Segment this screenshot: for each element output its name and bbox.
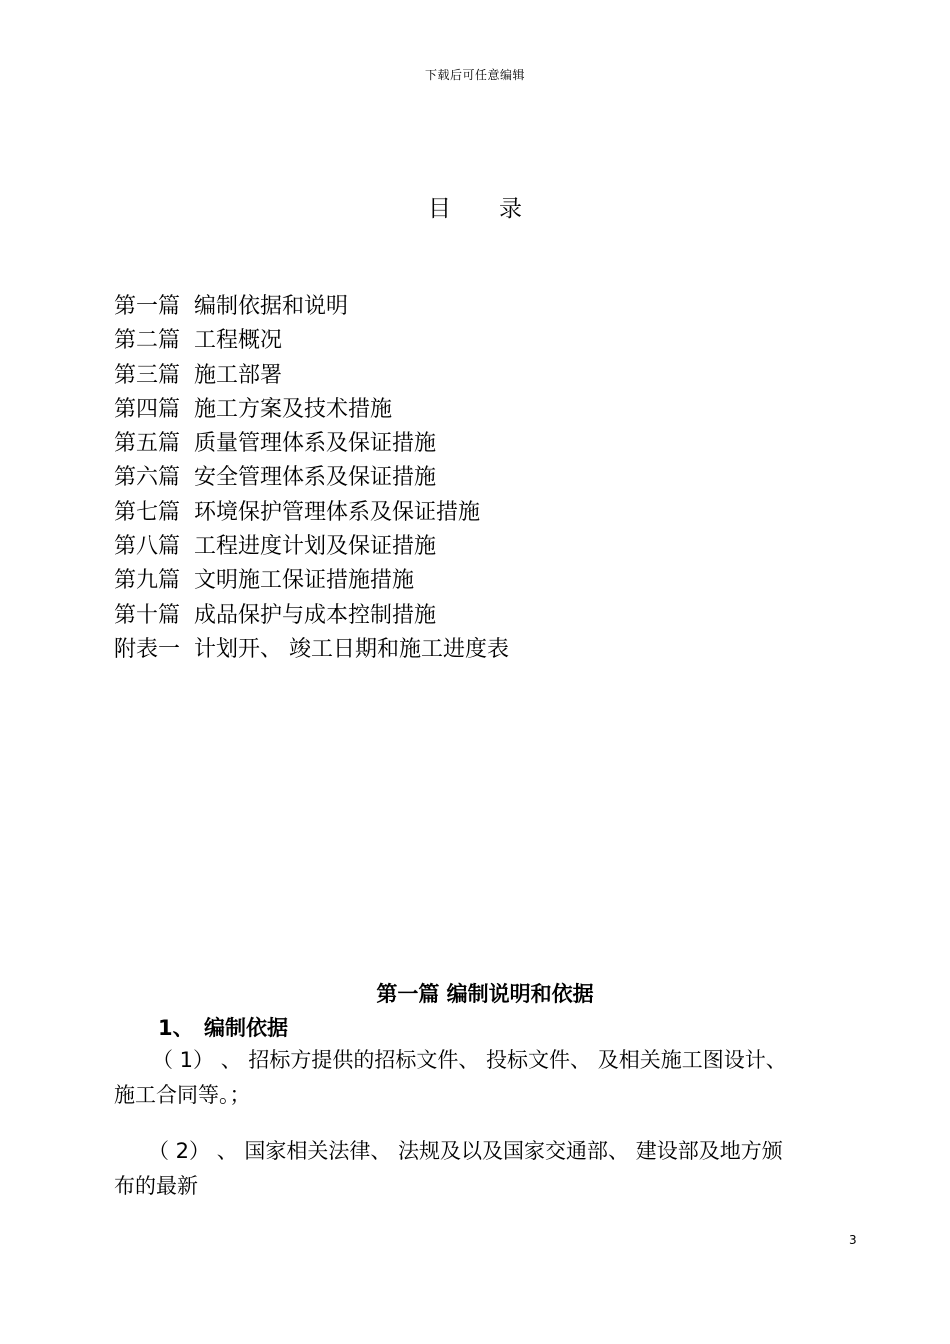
toc-item-title: 工程进度计划及保证措施 [194,534,437,560]
toc-item[interactable] [114,530,509,564]
toc-item[interactable] [114,324,509,358]
chapter-title: 第一篇 编制说明和依据 [376,982,594,1006]
toc-item-number: 第一篇 [114,294,181,319]
toc-item-number: 附表一 [114,636,181,662]
toc-item-number: 第十篇 [114,602,181,628]
paragraph-line: （ 2） 、 国家相关法律、 法规及以及国家交通部、 建设部及地方颁 [148,1139,783,1163]
page-number: 3 [849,1233,857,1247]
toc-item-title: 计划开、 竣工日期和施工进度表 [194,636,509,662]
toc-title-right: 录 [499,196,522,222]
toc-item[interactable] [114,427,509,461]
toc-item[interactable] [114,599,509,633]
section-heading [158,1012,288,1042]
paragraph-line: 布的最新 [114,1174,198,1198]
toc-item-title: 安全管理体系及保证措施 [194,465,437,491]
toc-item-title: 编制依据和说明 [194,294,349,319]
toc-item[interactable] [114,496,509,530]
page-header-note: 下载后可任意编辑 [424,68,525,82]
toc-item-title: 工程概况 [194,328,283,354]
toc-item-title: 施工部署 [194,362,283,388]
toc-item-title: 成品保护与成本控制措施 [194,602,437,628]
toc-item[interactable] [114,461,509,495]
toc-item-title: 质量管理体系及保证措施 [194,431,437,457]
toc-item[interactable] [114,564,509,598]
toc-item[interactable] [114,290,509,324]
body-paragraph [114,1134,864,1204]
paragraph-line: （ 1） 、 招标方提供的招标文件、 投标文件、 及相关施工图设计、 [152,1048,787,1072]
toc-item[interactable] [114,393,509,427]
toc-item-number: 第九篇 [114,568,181,594]
toc-item-number: 第五篇 [114,431,181,457]
section-number: 1、 [158,1016,194,1040]
section-title: 编制依据 [204,1016,288,1040]
body-paragraph [114,1043,864,1113]
toc-item-number: 第七篇 [114,499,181,525]
toc-title [0,190,950,223]
toc-item-number: 第二篇 [114,328,181,354]
toc-item[interactable] [114,633,509,667]
toc-item-title: 施工方案及技术措施 [194,396,393,422]
toc-item-number: 第四篇 [114,396,181,422]
toc-title-left: 目 [428,196,451,222]
toc-item-number: 第六篇 [114,465,181,491]
toc-item-number: 第三篇 [114,362,181,388]
paragraph-line: 施工合同等。； [114,1083,251,1107]
toc-item-title: 文明施工保证措施措施 [194,568,415,594]
toc-item-number: 第八篇 [114,534,181,560]
toc-list [114,290,509,667]
toc-item[interactable] [114,359,509,393]
toc-item-title: 环境保护管理体系及保证措施 [194,499,481,525]
